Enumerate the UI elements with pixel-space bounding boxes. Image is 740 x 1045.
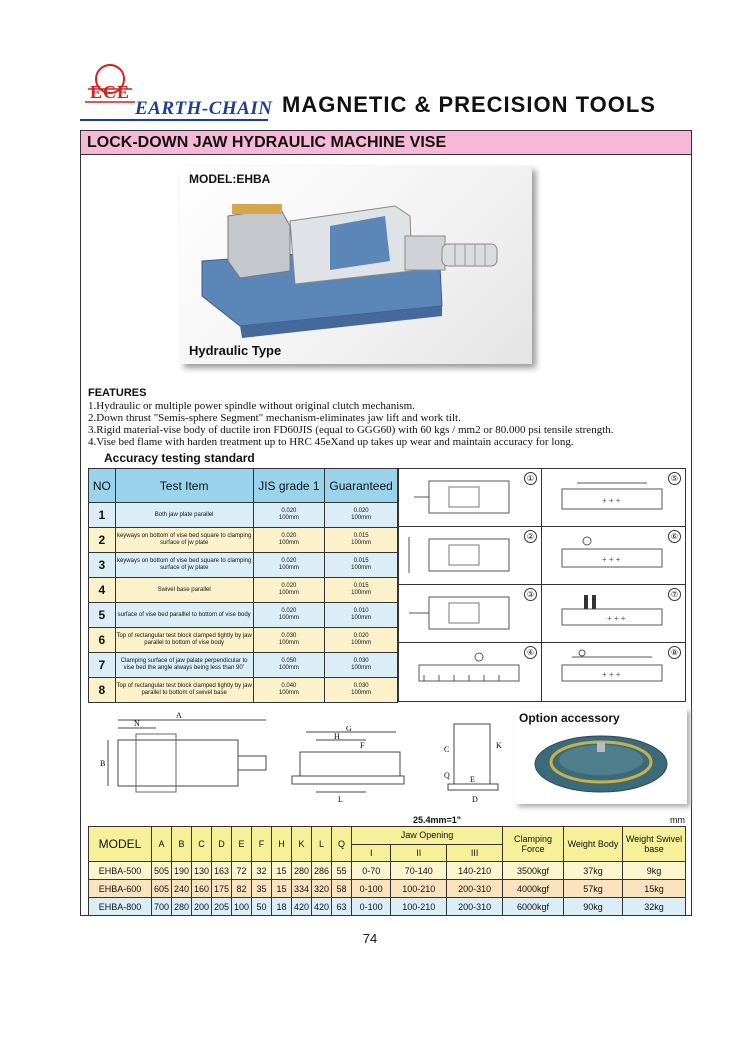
tolerance-value: 100mm <box>351 540 372 546</box>
row-number: 7 <box>89 653 116 678</box>
dimension-letter: A <box>176 712 182 720</box>
dimension-letter: B <box>100 759 106 768</box>
test-diagram-4 <box>399 643 542 701</box>
brand-underline <box>80 119 268 121</box>
table-cell: 200-310 <box>447 898 503 916</box>
tolerance-value: 100mm <box>278 690 299 696</box>
dimension-letter: D <box>472 795 478 804</box>
table-cell: 37kg <box>564 862 623 880</box>
column-header: II <box>391 844 447 862</box>
table-row <box>89 578 398 603</box>
tolerance-value: 0.020 <box>281 583 297 589</box>
test-item: surface of vise bed paralllel to bottom of vise body <box>115 603 253 628</box>
table-cell: 55 <box>332 862 352 880</box>
table-cell: 100 <box>232 898 252 916</box>
table-row <box>89 653 398 678</box>
section-title: LOCK-DOWN JAW HYDRAULIC MACHINE VISE <box>81 131 691 155</box>
jis-value <box>253 528 325 553</box>
table-cell: 605 <box>152 880 172 898</box>
tolerance-value: 100mm <box>278 640 299 646</box>
accuracy-heading: Accuracy testing standard <box>104 451 255 465</box>
row-number: 4 <box>89 578 116 603</box>
column-header: Weight Body <box>564 827 623 862</box>
diagram-number: ⑦ <box>668 588 681 601</box>
column-header: D <box>212 827 232 862</box>
test-diagram-3 <box>399 585 542 643</box>
table-row <box>89 503 398 528</box>
row-number: 6 <box>89 628 116 653</box>
test-diagram-grid <box>398 468 686 702</box>
column-header: NO <box>89 469 116 503</box>
table-cell: 286 <box>312 862 332 880</box>
tolerance-value: 100mm <box>278 615 299 621</box>
features-heading: FEATURES <box>88 387 147 399</box>
guaranteed-value <box>325 603 398 628</box>
table-cell: 140-210 <box>447 862 503 880</box>
tolerance-value: 100mm <box>351 515 372 521</box>
table-row <box>89 528 398 553</box>
table-cell: 4000kgf <box>503 880 564 898</box>
product-photo <box>180 166 532 364</box>
row-number: 8 <box>89 678 116 703</box>
tolerance-value: 0.020 <box>281 608 297 614</box>
table-cell: 0-70 <box>352 862 391 880</box>
table-cell: 175 <box>212 880 232 898</box>
guaranteed-value <box>325 678 398 703</box>
table-cell: 15kg <box>623 880 686 898</box>
jis-value <box>253 603 325 628</box>
feature-item: 3.Rigid material-vise body of ductile iron FD60JIS (equal to GGG60) with 60 kgs / mm2 or 80.000 psi tensile strength. <box>88 424 614 436</box>
tolerance-value: 100mm <box>351 615 372 621</box>
dimension-letter: H <box>334 732 340 741</box>
diagram-number: ③ <box>524 588 537 601</box>
table-cell: 320 <box>312 880 332 898</box>
table-cell: 15 <box>272 862 292 880</box>
jis-value <box>253 653 325 678</box>
table-cell: 280 <box>292 862 312 880</box>
dimension-letter: L <box>338 795 343 804</box>
table-cell: 160 <box>192 880 212 898</box>
test-item: Top of rectangular test block clamped tightly by jaw parallel to bottom of swivel base <box>115 678 253 703</box>
test-diagram-1 <box>399 469 542 527</box>
test-item: Clamping surface of jaw palate perpendicular to vise bed the angle always being less than 90˚ <box>115 653 253 678</box>
feature-item: 2.Down thrust "Semis-sphere Segment" mechanism-eliminates jaw lift and work tilt. <box>88 412 461 424</box>
table-cell: 505 <box>152 862 172 880</box>
table-cell: 130 <box>192 862 212 880</box>
column-header: E <box>232 827 252 862</box>
tolerance-value: 0.020 <box>353 508 369 514</box>
table-cell: 90kg <box>564 898 623 916</box>
column-header: F <box>252 827 272 862</box>
test-item: Both jaw plate parallel <box>115 503 253 528</box>
svg-text:+ + +: + + + <box>602 555 621 564</box>
feature-item: 1.Hydraulic or multiple power spindle without original clutch mechanism. <box>88 400 415 412</box>
test-diagram-7 <box>542 585 685 643</box>
feature-item: 4.Vise bed flame with harden treatment up to HRC 45eXand up takes up wear and maintain accuracy for long. <box>88 436 574 448</box>
table-cell: 58 <box>332 880 352 898</box>
dimension-drawing-top <box>96 712 272 804</box>
column-header: III <box>447 844 503 862</box>
tolerance-value: 100mm <box>351 665 372 671</box>
column-header: B <box>172 827 192 862</box>
table-cell: 280 <box>172 898 192 916</box>
tolerance-value: 0.020 <box>281 508 297 514</box>
table-cell: 32 <box>252 862 272 880</box>
tolerance-value: 100mm <box>278 540 299 546</box>
table-cell: 100-210 <box>391 898 447 916</box>
dimension-letter: E <box>470 775 475 784</box>
table-cell: 200 <box>192 898 212 916</box>
model-cell: EHBA-800 <box>89 898 152 916</box>
dimension-letter: G <box>346 726 352 733</box>
table-cell: 190 <box>172 862 192 880</box>
table-cell: 6000kgf <box>503 898 564 916</box>
test-item: keyways on bottom of vise bed square to clamping surface of jw plate <box>115 553 253 578</box>
dimension-letter: C <box>444 745 450 754</box>
brand-name: EARTH-CHAIN <box>135 98 273 119</box>
dimension-letter: Q <box>444 771 450 780</box>
dimension-letter: N <box>134 719 140 728</box>
table-cell: 200-310 <box>447 880 503 898</box>
table-cell: 15 <box>272 880 292 898</box>
column-header: K <box>292 827 312 862</box>
table-row <box>89 880 686 898</box>
tolerance-value: 100mm <box>278 515 299 521</box>
model-label: MODEL:EHBA <box>189 172 271 186</box>
dimension-letter: F <box>360 741 365 750</box>
page-title: MAGNETIC & PRECISION TOOLS <box>282 92 656 117</box>
jis-value <box>253 553 325 578</box>
brand-logo <box>80 64 140 108</box>
table-cell: 50 <box>252 898 272 916</box>
table-row <box>89 898 686 916</box>
model-cell: EHBA-600 <box>89 880 152 898</box>
column-header: Guaranteed <box>325 469 398 503</box>
column-header: C <box>192 827 212 862</box>
guaranteed-value <box>325 503 398 528</box>
guaranteed-value <box>325 578 398 603</box>
table-row <box>89 678 398 703</box>
page-number: 74 <box>362 931 378 946</box>
table-row <box>89 603 398 628</box>
tolerance-value: 0.040 <box>281 683 297 689</box>
table-cell: 700 <box>152 898 172 916</box>
tolerance-value: 0.050 <box>281 658 297 664</box>
diagram-number: ① <box>524 472 537 485</box>
model-cell: EHBA-500 <box>89 862 152 880</box>
column-header: JIS grade 1 <box>253 469 325 503</box>
column-header: L <box>312 827 332 862</box>
column-header: Weight Swivel base <box>623 827 686 862</box>
diagram-number: ⑤ <box>668 472 681 485</box>
table-row <box>89 553 398 578</box>
tolerance-value: 100mm <box>351 690 372 696</box>
jis-value <box>253 503 325 528</box>
tolerance-value: 0.015 <box>353 583 369 589</box>
tolerance-value: 0.020 <box>281 558 297 564</box>
dimension-letter: ECE <box>89 82 131 102</box>
table-cell: 205 <box>212 898 232 916</box>
jis-value <box>253 678 325 703</box>
table-cell: 420 <box>292 898 312 916</box>
accuracy-table <box>88 468 398 703</box>
dimension-letter: K <box>496 741 502 750</box>
svg-text:+ + +: + + + <box>602 496 621 505</box>
type-label: Hydraulic Type <box>189 343 282 358</box>
tolerance-value: 0.030 <box>353 683 369 689</box>
column-header: MODEL <box>89 827 152 862</box>
tolerance-value: 0.030 <box>353 658 369 664</box>
guaranteed-value <box>325 628 398 653</box>
table-cell: 334 <box>292 880 312 898</box>
table-cell: 100-210 <box>391 880 447 898</box>
table-cell: 63 <box>332 898 352 916</box>
diagram-number: ⑥ <box>668 530 681 543</box>
table-cell: 18 <box>272 898 292 916</box>
svg-text:+ + +: + + + <box>607 614 626 623</box>
test-item: keyways on bottom of vise bed square to clamping surface of jw plate <box>115 528 253 553</box>
diagram-number: ④ <box>524 646 537 659</box>
table-cell: 3500kgf <box>503 862 564 880</box>
test-item: Swivel base parallel <box>115 578 253 603</box>
option-title: Option accessory <box>519 711 620 725</box>
dimension-drawing-end <box>440 718 506 806</box>
tolerance-value: 0.010 <box>353 608 369 614</box>
table-cell: 420 <box>312 898 332 916</box>
dimension-drawing-side <box>286 726 406 806</box>
table-row <box>89 862 686 880</box>
table-cell: 57kg <box>564 880 623 898</box>
unit-label: mm <box>670 815 685 825</box>
tolerance-value: 100mm <box>278 565 299 571</box>
spec-table <box>88 826 686 916</box>
guaranteed-value <box>325 553 398 578</box>
row-number: 5 <box>89 603 116 628</box>
table-cell: 82 <box>232 880 252 898</box>
tolerance-value: 0.020 <box>353 633 369 639</box>
column-header: Q <box>332 827 352 862</box>
jis-value <box>253 628 325 653</box>
tolerance-value: 0.015 <box>353 558 369 564</box>
column-header: I <box>352 844 391 862</box>
guaranteed-value <box>325 528 398 553</box>
jis-value <box>253 578 325 603</box>
tolerance-value: 0.030 <box>281 633 297 639</box>
diagram-number: ② <box>524 530 537 543</box>
test-item: Top of rectangular test block clamped tightly by jaw parallel to bottom of vise body <box>115 628 253 653</box>
tolerance-value: 100mm <box>351 565 372 571</box>
table-cell: 35 <box>252 880 272 898</box>
tolerance-value: 100mm <box>278 665 299 671</box>
row-number: 1 <box>89 503 116 528</box>
table-cell: 32kg <box>623 898 686 916</box>
column-header: Test Item <box>115 469 253 503</box>
table-cell: 72 <box>232 862 252 880</box>
test-diagram-6 <box>542 527 685 585</box>
table-cell: 0-100 <box>352 898 391 916</box>
unit-conversion-note: 25.4mm=1" <box>413 815 462 825</box>
test-diagram-2 <box>399 527 542 585</box>
row-number: 2 <box>89 528 116 553</box>
row-number: 3 <box>89 553 116 578</box>
table-cell: 163 <box>212 862 232 880</box>
diagram-number: ⑧ <box>668 646 681 659</box>
svg-text:+ + +: + + + <box>602 670 621 679</box>
column-header: H <box>272 827 292 862</box>
table-cell: 9kg <box>623 862 686 880</box>
table-cell: 0-100 <box>352 880 391 898</box>
tolerance-value: 100mm <box>351 640 372 646</box>
table-row <box>89 628 398 653</box>
table-cell: 70-140 <box>391 862 447 880</box>
tolerance-value: 100mm <box>278 590 299 596</box>
test-diagram-8 <box>542 643 685 701</box>
tolerance-value: 0.015 <box>353 533 369 539</box>
column-header: A <box>152 827 172 862</box>
tolerance-value: 0.020 <box>281 533 297 539</box>
table-cell: 240 <box>172 880 192 898</box>
column-header: Jaw Opening <box>352 827 503 845</box>
column-header: Clamping Force <box>503 827 564 862</box>
test-diagram-5 <box>542 469 685 527</box>
guaranteed-value <box>325 653 398 678</box>
tolerance-value: 100mm <box>351 590 372 596</box>
